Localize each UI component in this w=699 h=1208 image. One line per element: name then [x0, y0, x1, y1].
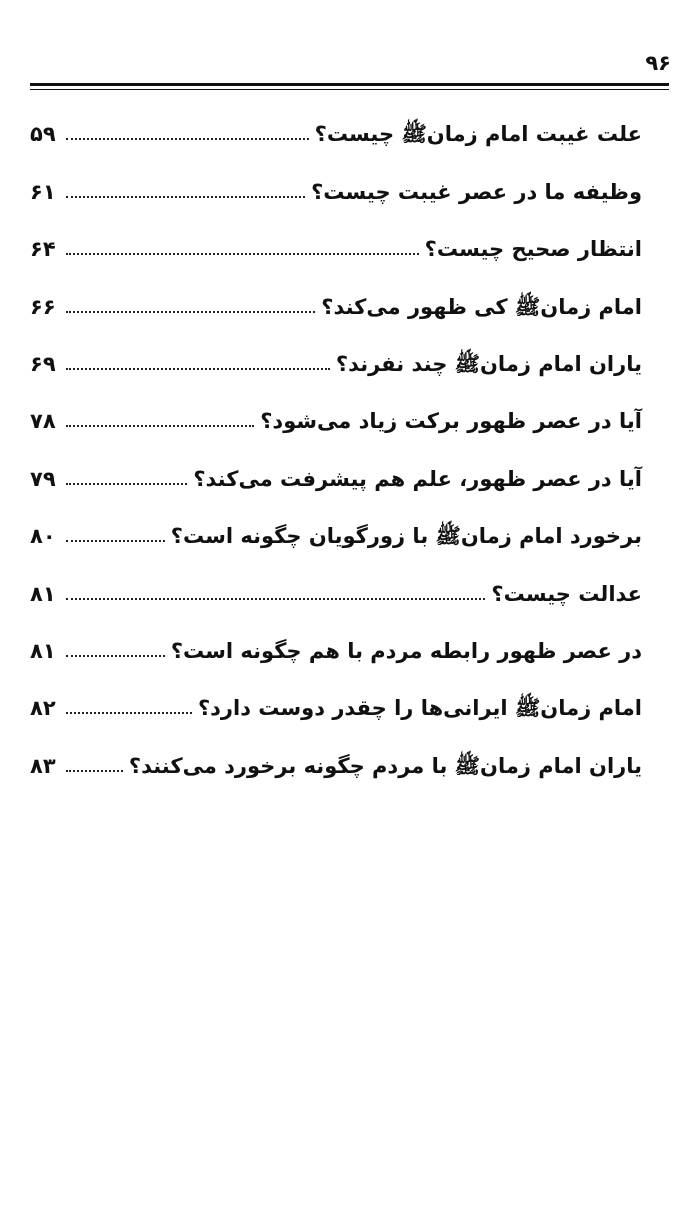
- toc-entry-page: ۸۱: [30, 581, 56, 606]
- toc-entry-title: یاران امام زمانﷺ با مردم چگونه برخورد می‌کنند؟: [128, 753, 642, 778]
- toc-entry-page: ۶۱: [30, 179, 56, 204]
- toc-entry-page: ۷۸: [30, 409, 56, 434]
- toc-entry-title: آیا در عصر ظهور برکت زیاد می‌شود؟: [260, 409, 642, 434]
- toc-entry: [30, 618, 642, 675]
- toc-entry-title: انتظار صحیح چیست؟: [424, 237, 642, 262]
- table-of-contents: [30, 101, 642, 790]
- toc-leader-dots: [66, 598, 485, 600]
- toc-entry: [30, 445, 642, 502]
- toc-entry-title: امام زمانﷺ کی ظهور می‌کند؟: [321, 294, 642, 319]
- toc-entry-page: ۶۹: [30, 351, 56, 376]
- toc-leader-dots: [66, 770, 123, 772]
- toc-entry-page: ۶۶: [30, 294, 56, 319]
- toc-entry-title: برخورد امام زمانﷺ با زورگویان چگونه است؟: [170, 524, 642, 549]
- toc-entry-page: ۷۹: [30, 466, 56, 491]
- header-rule-thin: [30, 89, 669, 90]
- toc-entry: [30, 732, 642, 789]
- toc-entry: [30, 503, 642, 560]
- toc-entry: [30, 675, 642, 732]
- toc-leader-dots: [66, 540, 165, 542]
- toc-entry-page: ۸۳: [30, 753, 56, 778]
- toc-leader-dots: [66, 483, 187, 485]
- toc-entry-title: در عصر ظهور رابطه مردم با هم چگونه است؟: [170, 638, 642, 663]
- toc-entry: [30, 560, 642, 617]
- toc-entry-page: ۸۱: [30, 638, 56, 663]
- toc-entry-page: ۵۹: [30, 122, 56, 147]
- toc-entry: [30, 216, 642, 273]
- toc-entry-page: ۶۴: [30, 237, 56, 262]
- toc-leader-dots: [66, 196, 305, 198]
- toc-entry: [30, 273, 642, 330]
- toc-leader-dots: [66, 253, 419, 255]
- toc-leader-dots: [66, 368, 330, 370]
- toc-entry: [30, 331, 642, 388]
- toc-entry-title: امام زمانﷺ ایرانی‌ها را چقدر دوست دارد؟: [197, 696, 642, 721]
- toc-entry-title: عدالت چیست؟: [491, 581, 642, 606]
- toc-entry-page: ۸۲: [30, 696, 56, 721]
- toc-entry-title: وظیفه ما در عصر غیبت چیست؟: [311, 179, 642, 204]
- toc-leader-dots: [66, 311, 315, 313]
- toc-entry: [30, 101, 642, 158]
- toc-leader-dots: [66, 655, 165, 657]
- toc-leader-dots: [66, 138, 309, 140]
- toc-leader-dots: [66, 425, 254, 427]
- toc-entry-title: آیا در عصر ظهور، علم هم پیشرفت می‌کند؟: [193, 466, 642, 491]
- toc-entry-title: یاران امام زمانﷺ چند نفرند؟: [335, 351, 642, 376]
- toc-entry-page: ۸۰: [30, 524, 56, 549]
- toc-entry: [30, 388, 642, 445]
- header-rule-thick: [30, 83, 669, 86]
- toc-leader-dots: [66, 712, 192, 714]
- toc-entry-title: علت غیبت امام زمانﷺ چیست؟: [314, 122, 642, 147]
- toc-entry: [30, 158, 642, 215]
- page-number: ۹۶: [645, 51, 671, 75]
